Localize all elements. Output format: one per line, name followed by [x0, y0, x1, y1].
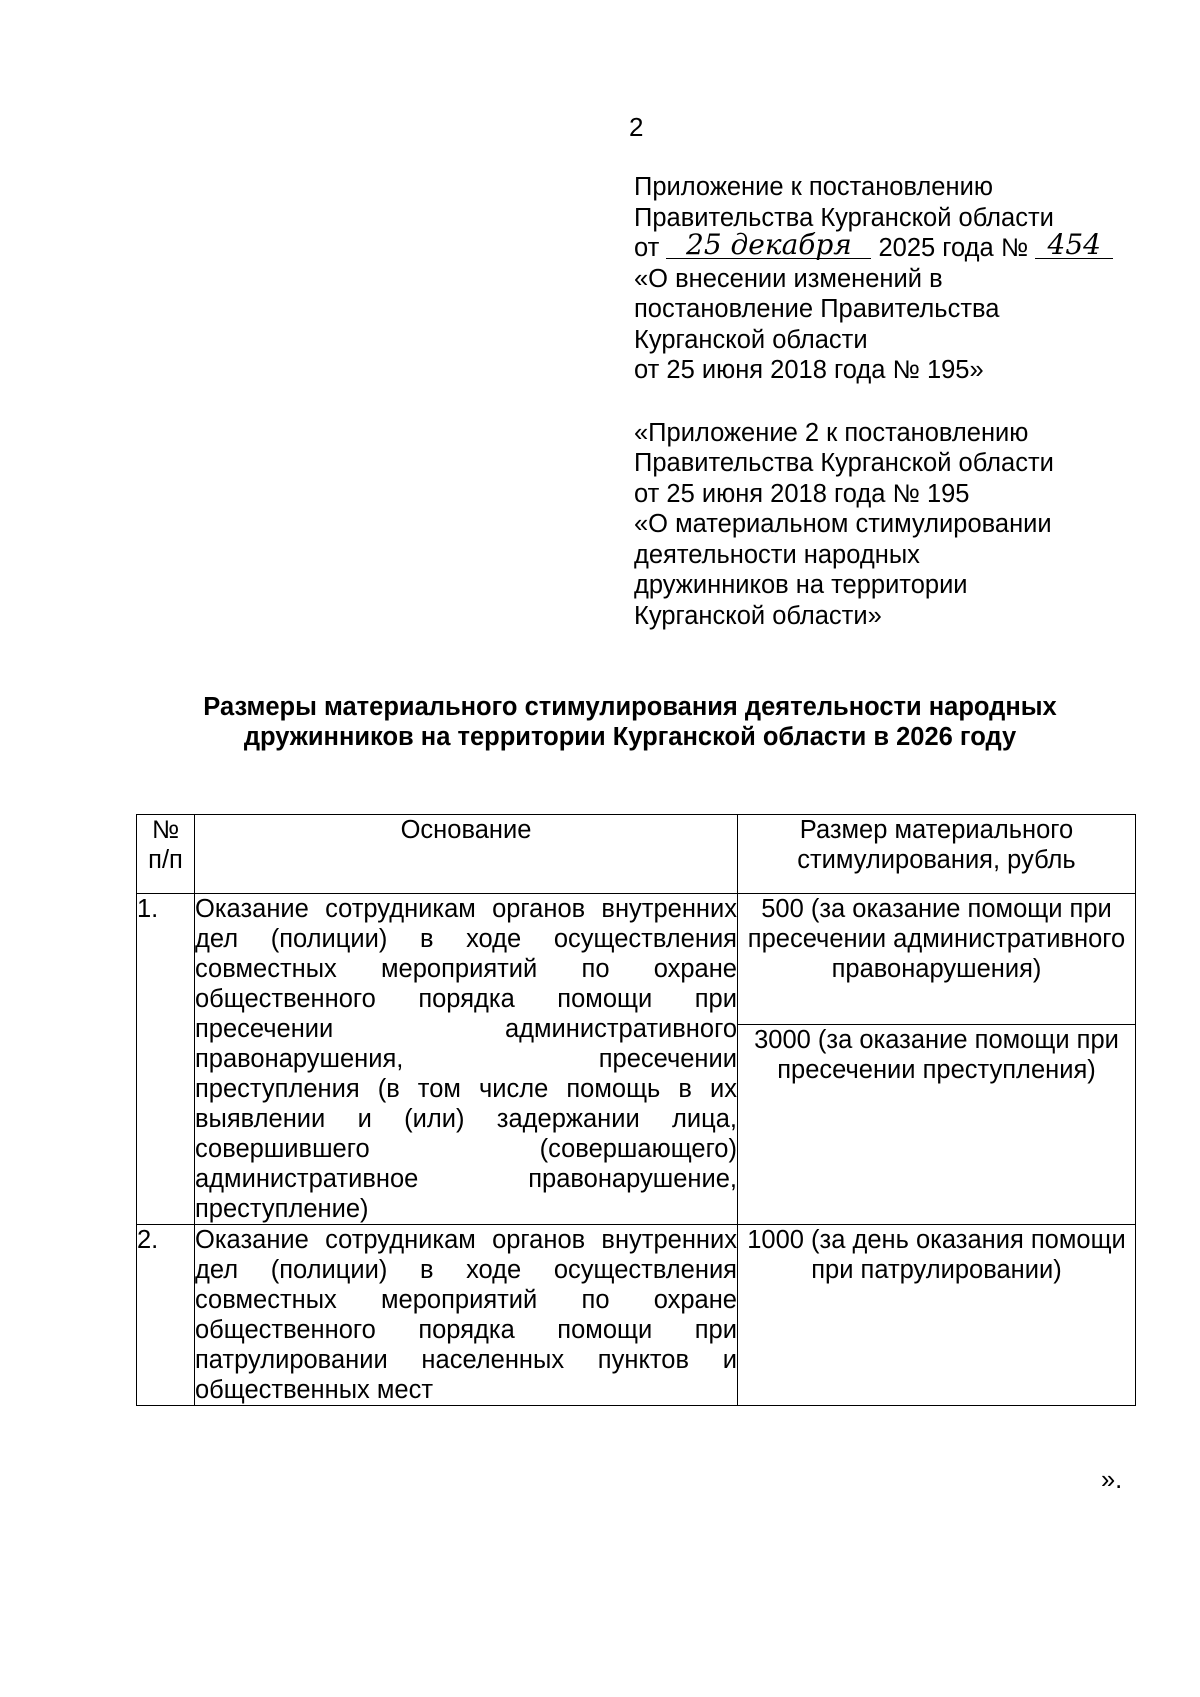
basis-line: совершившего (совершающего) — [195, 1135, 737, 1163]
basis-line: патрулировании населенных пунктов и — [195, 1346, 737, 1374]
appendix2-line-7: Курганской области» — [634, 601, 882, 630]
title-line-1: Размеры материального стимулирования деятельности народных — [203, 693, 1057, 721]
appendix-line-6: Курганской области — [634, 325, 868, 354]
document-title — [130, 692, 1130, 752]
basis-line: общественных мест — [195, 1376, 434, 1404]
closing-mark: ». — [1101, 1466, 1123, 1494]
row-number: 2. — [137, 1225, 195, 1406]
header-num-line2: п/п — [148, 846, 183, 874]
handwritten-date: 25 декабря — [666, 232, 871, 259]
appendix2-line-1: «Приложение 2 к постановлению — [634, 418, 1029, 447]
header-num — [137, 815, 195, 894]
appendix2-line-6: дружинников на территории — [634, 571, 968, 599]
row-size-crime: 3000 (за оказание помощи при пресечении преступления) — [738, 1025, 1136, 1225]
row-size-patrol: 1000 (за день оказания помощи при патрулировании) — [738, 1225, 1136, 1406]
appendix2-line-2: Правительства Курганской области — [634, 449, 1054, 477]
header-size-line2: стимулирования, рубль — [797, 846, 1076, 874]
stimulation-table — [136, 814, 1136, 1406]
appendix-date-line — [634, 228, 1114, 264]
header-basis: Основание — [195, 815, 738, 894]
basis-line: выявлении и (или) задержании лица, — [195, 1105, 737, 1133]
basis-line: пресечении административного — [195, 1015, 737, 1043]
table-row — [137, 894, 1136, 1025]
appendix2-line-5: деятельности народных — [634, 540, 920, 569]
date-prefix: от — [634, 234, 660, 262]
table-header-row — [137, 815, 1136, 894]
page-number: 2 — [629, 112, 644, 142]
row-size-admin: 500 (за оказание помощи при пресечении административного правонарушения) — [738, 894, 1136, 1025]
basis-line: совместных мероприятий по охране — [195, 955, 737, 983]
appendix2-line-4: «О материальном стимулировании — [634, 510, 1052, 538]
appendix-header — [634, 172, 1114, 631]
table-row — [137, 1225, 1136, 1406]
row-basis — [195, 1225, 738, 1406]
basis-line: совместных мероприятий по охране — [195, 1286, 737, 1314]
appendix-line-5: постановление Правительства — [634, 295, 1000, 323]
handwritten-number: 454 — [1035, 232, 1113, 259]
header-size — [738, 815, 1136, 894]
row-number: 1. — [137, 894, 195, 1225]
basis-line: преступление) — [195, 1195, 369, 1223]
row-basis — [195, 894, 738, 1225]
basis-line: преступления (в том числе помощь в их — [195, 1075, 737, 1103]
basis-line: правонарушения, пресечении — [195, 1045, 737, 1073]
basis-line: дел (полиции) в ходе осуществления — [195, 925, 737, 953]
title-line-2: дружинников на территории Курганской области в 2026 году — [243, 723, 1017, 751]
appendix-line-4: «О внесении изменений в — [634, 264, 943, 293]
year-text: 2025 года № — [878, 234, 1029, 262]
basis-line: административное правонарушение, — [195, 1165, 737, 1193]
basis-line: общественного порядка помощи при — [195, 1316, 737, 1344]
appendix2-line-3: от 25 июня 2018 года № 195 — [634, 479, 970, 508]
appendix-line-2: Правительства Курганской области — [634, 203, 1054, 232]
appendix-line-1: Приложение к постановлению — [634, 173, 993, 201]
header-size-line1: Размер материального — [799, 816, 1074, 844]
basis-line: дел (полиции) в ходе осуществления — [195, 1256, 737, 1284]
basis-line: Оказание сотрудникам органов внутренних — [195, 1226, 737, 1254]
basis-line: Оказание сотрудникам органов внутренних — [195, 895, 737, 923]
appendix-line-7: от 25 июня 2018 года № 195» — [634, 356, 984, 384]
basis-line: общественного порядка помощи при — [195, 985, 737, 1013]
header-num-line1: № — [151, 816, 180, 844]
spacer — [634, 386, 1114, 418]
